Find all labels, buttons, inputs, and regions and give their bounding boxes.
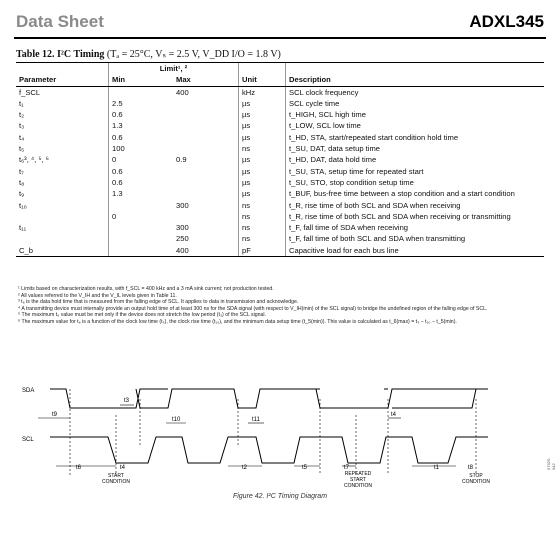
max-cell	[173, 120, 239, 131]
min-cell: 1.3	[109, 188, 174, 199]
col-header-max: Max	[173, 74, 239, 86]
min-cell	[109, 245, 174, 257]
description-cell: t_F, fall time of SDA when receiving	[286, 222, 545, 233]
param-cell	[16, 233, 109, 244]
description-cell: t_SU, STO, stop condition setup time	[286, 177, 545, 188]
i2c-timing-table	[16, 62, 544, 257]
param-cell: C_b	[16, 245, 109, 257]
unit-cell: µs	[239, 98, 286, 109]
timing-label: t3	[124, 398, 130, 404]
figure-caption: Figure 42. I²C Timing Diagram	[232, 493, 328, 500]
max-cell	[173, 109, 239, 120]
footnote: ³ t₆ is the data hold time that is measured from the falling edge of SCL. It applies to data in transmission and acknowledge.	[18, 299, 299, 306]
unit-cell: ns	[239, 222, 286, 233]
footnote: ² All values referred to the V_IH and the V_IL levels given in Table 11.	[18, 292, 177, 299]
min-cell: 0.6	[109, 177, 174, 188]
max-cell	[173, 188, 239, 199]
min-cell: 0.6	[109, 166, 174, 177]
unit-cell: ns	[239, 211, 286, 222]
min-cell: 1.3	[109, 120, 174, 131]
description-cell: t_LOW, SCL low time	[286, 120, 545, 131]
max-cell: 400	[176, 87, 189, 97]
col-header-parameter: Parameter	[16, 74, 109, 86]
doc-type-label: Data Sheet	[16, 12, 104, 31]
description-cell: t_HD, STA, start/repeated start condition hold time	[286, 132, 545, 143]
min-cell	[109, 86, 174, 98]
min-cell: 0.6	[109, 132, 174, 143]
min-cell	[109, 200, 174, 211]
table-row	[16, 200, 544, 211]
max-cell	[173, 132, 239, 143]
timing-label: t4	[120, 465, 126, 471]
min-cell: 0	[109, 154, 174, 165]
unit-cell: µs	[239, 109, 286, 120]
min-cell	[109, 233, 174, 244]
timing-label: t1	[434, 465, 440, 471]
param-cell: t₉	[19, 189, 25, 199]
param-cell: t₁	[19, 98, 24, 108]
unit-cell: pF	[239, 245, 286, 257]
table-caption	[16, 49, 281, 60]
scl-label: SCL	[22, 437, 34, 443]
header-rule	[14, 37, 546, 39]
footnote: ⁶ The maximum value for t₆ is a function of the clock low time (t₃), the clock rise time (t₁₀), and the minimum data setup time (t_5(min)). This value is calculated as t_6(max) = t₃ − t₁₀ − t_5(min).	[18, 318, 457, 325]
stop-condition-label: STOP CONDITION	[461, 473, 491, 485]
figure-id: 07925-042	[546, 457, 556, 470]
max-cell: 400	[173, 245, 239, 257]
table-caption-title: Table 12. I²C Timing	[16, 49, 105, 60]
footnote: ¹ Limits based on characterization results, with f_SCL = 400 kHz and a 3 mA sink current; not production tested.	[18, 286, 274, 292]
table-row	[16, 154, 544, 165]
min-cell: 0	[109, 211, 174, 222]
table-caption-conditions: (Tₐ = 25°C, Vₛ = 2.5 V, V_DD I/O = 1.8 V)	[106, 49, 281, 60]
description-cell: t_R, rise time of both SCL and SDA when receiving or transmitting	[286, 211, 545, 222]
i2c-timing-diagram	[16, 375, 546, 490]
unit-cell: ns	[239, 200, 286, 211]
timing-label: t2	[242, 465, 248, 471]
table-row	[16, 109, 544, 120]
description-cell: Capacitive load for each bus line	[286, 245, 545, 257]
unit-cell: µs	[239, 154, 286, 165]
max-cell	[173, 143, 239, 154]
min-cell: 0.6	[109, 109, 174, 120]
table-row	[16, 143, 544, 154]
min-cell: 100	[109, 143, 174, 154]
min-cell: 2.5	[109, 98, 174, 109]
timing-label: t11	[252, 417, 260, 423]
table-row	[16, 211, 544, 222]
unit-cell: µs	[239, 120, 286, 131]
unit-cell: µs	[239, 166, 286, 177]
description-cell: t_SU, STA, setup time for repeated start	[286, 166, 545, 177]
table-row	[16, 177, 544, 188]
min-cell	[109, 222, 174, 233]
max-cell: 300	[176, 223, 189, 233]
description-cell: SCL cycle time	[286, 98, 545, 109]
timing-label: t7	[344, 465, 350, 471]
description-cell: t_HIGH, SCL high time	[286, 109, 545, 120]
description-cell: t_R, rise time of both SCL and SDA when receiving	[286, 200, 545, 211]
param-cell: t₈	[19, 177, 25, 187]
param-cell: t₅	[19, 144, 25, 154]
param-cell: t₆³, ⁴, ⁵, ⁶	[19, 155, 49, 165]
max-cell	[173, 98, 239, 109]
table-footnotes	[18, 286, 538, 326]
page-header	[0, 0, 560, 40]
unit-cell: kHz	[239, 86, 286, 98]
param-cell: t₁₁	[19, 223, 27, 233]
max-cell	[173, 211, 239, 222]
unit-cell: ns	[239, 233, 286, 244]
timing-label: t9	[52, 412, 58, 418]
unit-cell: ns	[239, 143, 286, 154]
param-cell: t₇	[19, 166, 24, 176]
table-row	[16, 166, 544, 177]
footnote: ⁵ The maximum t₆ value must be met only if the device does not stretch the low period (t₃) of the SCL signal.	[18, 312, 266, 319]
param-cell: t₁₀	[19, 200, 27, 210]
footnote: ⁴ A transmitting device must internally provide an output hold time of at least 300 ns for the SDA signal (with respect to V_IH(min) of the SCL signal) to bridge the undefined region of the falling edge of SCL.	[18, 305, 488, 312]
description-cell: t_F, fall time of both SCL and SDA when transmitting	[286, 233, 545, 244]
timing-label: t4	[391, 412, 397, 418]
param-cell	[16, 211, 109, 222]
col-header-description: Description	[286, 74, 545, 86]
table-row	[16, 222, 544, 233]
max-cell	[173, 166, 239, 177]
unit-cell: µs	[239, 177, 286, 188]
table-row	[16, 120, 544, 131]
table-body	[16, 86, 544, 256]
description-cell: t_BUF, bus-free time between a stop condition and a start condition	[286, 188, 545, 199]
col-header-unit: Unit	[239, 74, 286, 86]
max-cell: 250	[176, 234, 189, 244]
start-condition-label: START CONDITION	[101, 473, 131, 485]
table-row	[16, 98, 544, 109]
col-header-min: Min	[109, 74, 174, 86]
description-cell: t_SU, DAT, data setup time	[286, 143, 545, 154]
description-cell: SCL clock frequency	[286, 86, 545, 98]
table-row	[16, 245, 544, 257]
part-number: ADXL345	[469, 12, 544, 31]
table-row	[16, 132, 544, 143]
table-row	[16, 86, 544, 98]
repeated-start-condition-label: REPEATED START CONDITION	[343, 471, 373, 489]
max-cell: 0.9	[176, 155, 187, 165]
timing-label: t6	[76, 465, 82, 471]
unit-cell: µs	[239, 188, 286, 199]
table-row	[16, 188, 544, 199]
timing-label: t5	[302, 465, 308, 471]
param-cell: t₄	[19, 132, 25, 142]
table-row	[16, 233, 544, 244]
limit-header: Limit¹, ²	[109, 63, 239, 75]
timing-label: t8	[468, 465, 474, 471]
param-cell: t₃	[19, 121, 25, 131]
max-cell: 300	[176, 200, 189, 210]
unit-cell: µs	[239, 132, 286, 143]
sda-label: SDA	[22, 388, 35, 394]
timing-label: t10	[172, 417, 181, 423]
param-cell: t₂	[19, 110, 25, 120]
sda-waveform	[50, 389, 488, 408]
param-cell: f_SCL	[19, 87, 41, 97]
max-cell	[173, 177, 239, 188]
description-cell: t_HD, DAT, data hold time	[286, 154, 545, 165]
